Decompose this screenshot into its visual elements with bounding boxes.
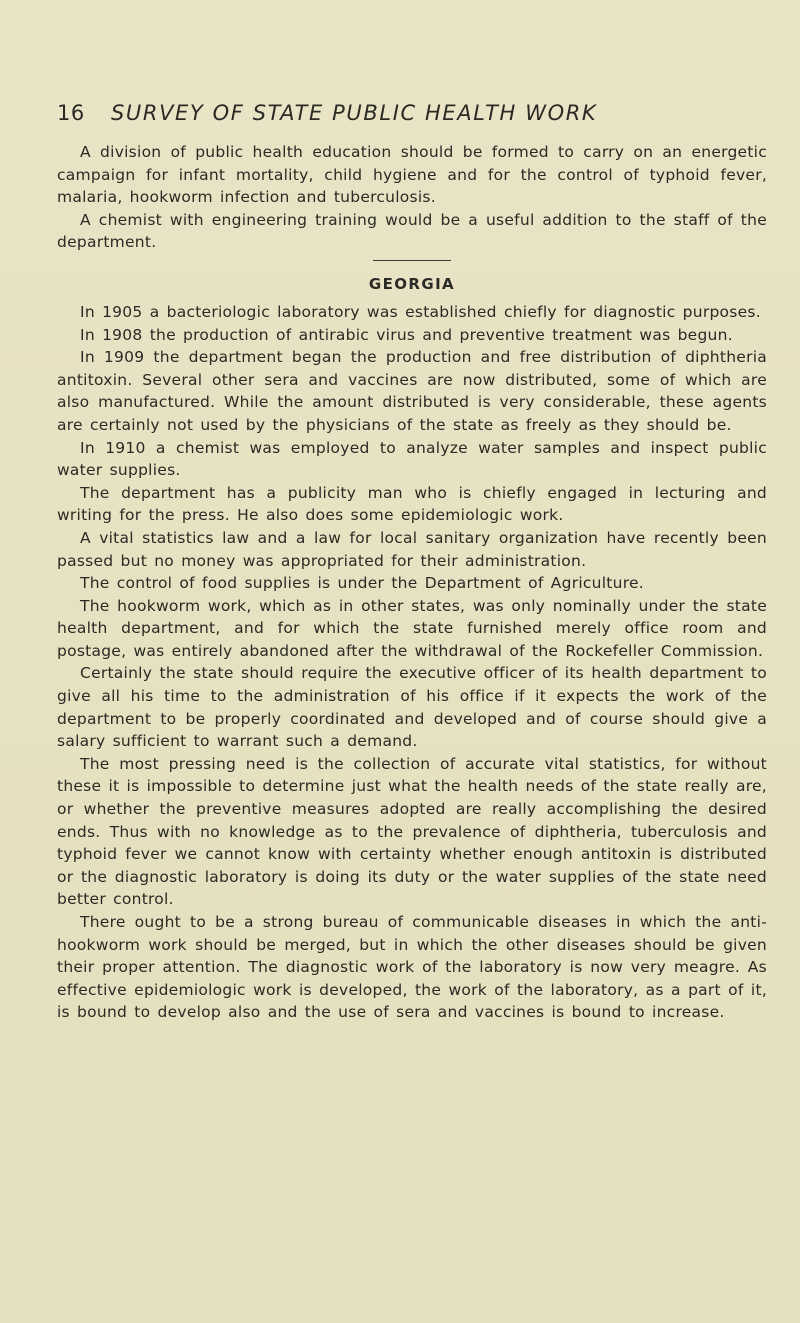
paragraph: A chemist with engineering training would be a useful addition to the staff of the department. xyxy=(57,210,767,252)
paragraph: The most pressing need is the collection of accurate vital statistics, for without these it is impossible to determine just what the health needs of the state really are, or whether the preventive measures adopted are really accomplishing the desired ends. Thus with no knowledge as to the prevalence of diphtheria, tuberculosis and typhoid fever we cannot know with certainty whether enough antitoxin is distributed or the diagnostic laboratory is doing its duty or the water supplies of the state need better control. xyxy=(57,754,767,909)
paragraph: The control of food supplies is under the Department of Agriculture. xyxy=(80,574,644,593)
paragraph: The hookworm work, which as in other states, was only nominally under the state health department, and for which the state furnished merely office room and postage, was entirely abandoned after the withdrawal of the Rockefeller Commission. xyxy=(57,596,767,660)
paragraph: A division of public health education should be formed to carry on an energetic campaign for infant mortality, child hygiene and for the control of typhoid fever, malaria, hookworm infection and tuberculosis. xyxy=(57,143,767,207)
page-body xyxy=(57,141,767,1024)
page-number: 16 xyxy=(57,101,85,125)
paragraph: There ought to be a strong bureau of communicable diseases in which the anti-hookworm work should be merged, but in which the other diseases should be given their proper attention. The diagnostic work of the laboratory is now very meagre. As effective epidemiologic work is developed, the work of the laboratory, as a part of it, is bound to develop also and the use of sera and vaccines is bound to increase. xyxy=(57,913,767,1022)
paragraph: Certainly the state should require the executive officer of its health department to give all his time to the administration of his office if it expects the work of the department to be properly coordinated and developed and of course should give a salary sufficient to warrant such a demand. xyxy=(57,664,767,751)
page-header xyxy=(57,98,777,128)
paragraph: The department has a publicity man who is chiefly engaged in lecturing and writing for the press. He also does some epidemiologic work. xyxy=(57,483,767,525)
paragraph: In 1905 a bacteriologic laboratory was established chiefly for diagnostic purposes. xyxy=(80,302,761,321)
section-heading: GEORGIA xyxy=(368,274,456,293)
paragraph: In 1909 the department began the production and free distribution of diphtheria antitoxin. Several other sera and vaccines are now distributed, some of which are also manufactured. While the amount distributed is very considerable, these agents are certainly not used by the physicians of the state as freely as they should be. xyxy=(57,348,767,434)
section-divider xyxy=(373,260,451,261)
running-title: SURVEY OF STATE PUBLIC HEALTH WORK xyxy=(111,101,598,125)
paragraph: In 1908 the production of antirabic virus and preventive treatment was begun. xyxy=(80,325,733,344)
paragraph: A vital statistics law and a law for local sanitary organization have recently been passed but no money was appropriated for their administration. xyxy=(57,528,767,570)
paragraph: In 1910 a chemist was employed to analyze water samples and inspect public water supplies. xyxy=(57,438,767,480)
